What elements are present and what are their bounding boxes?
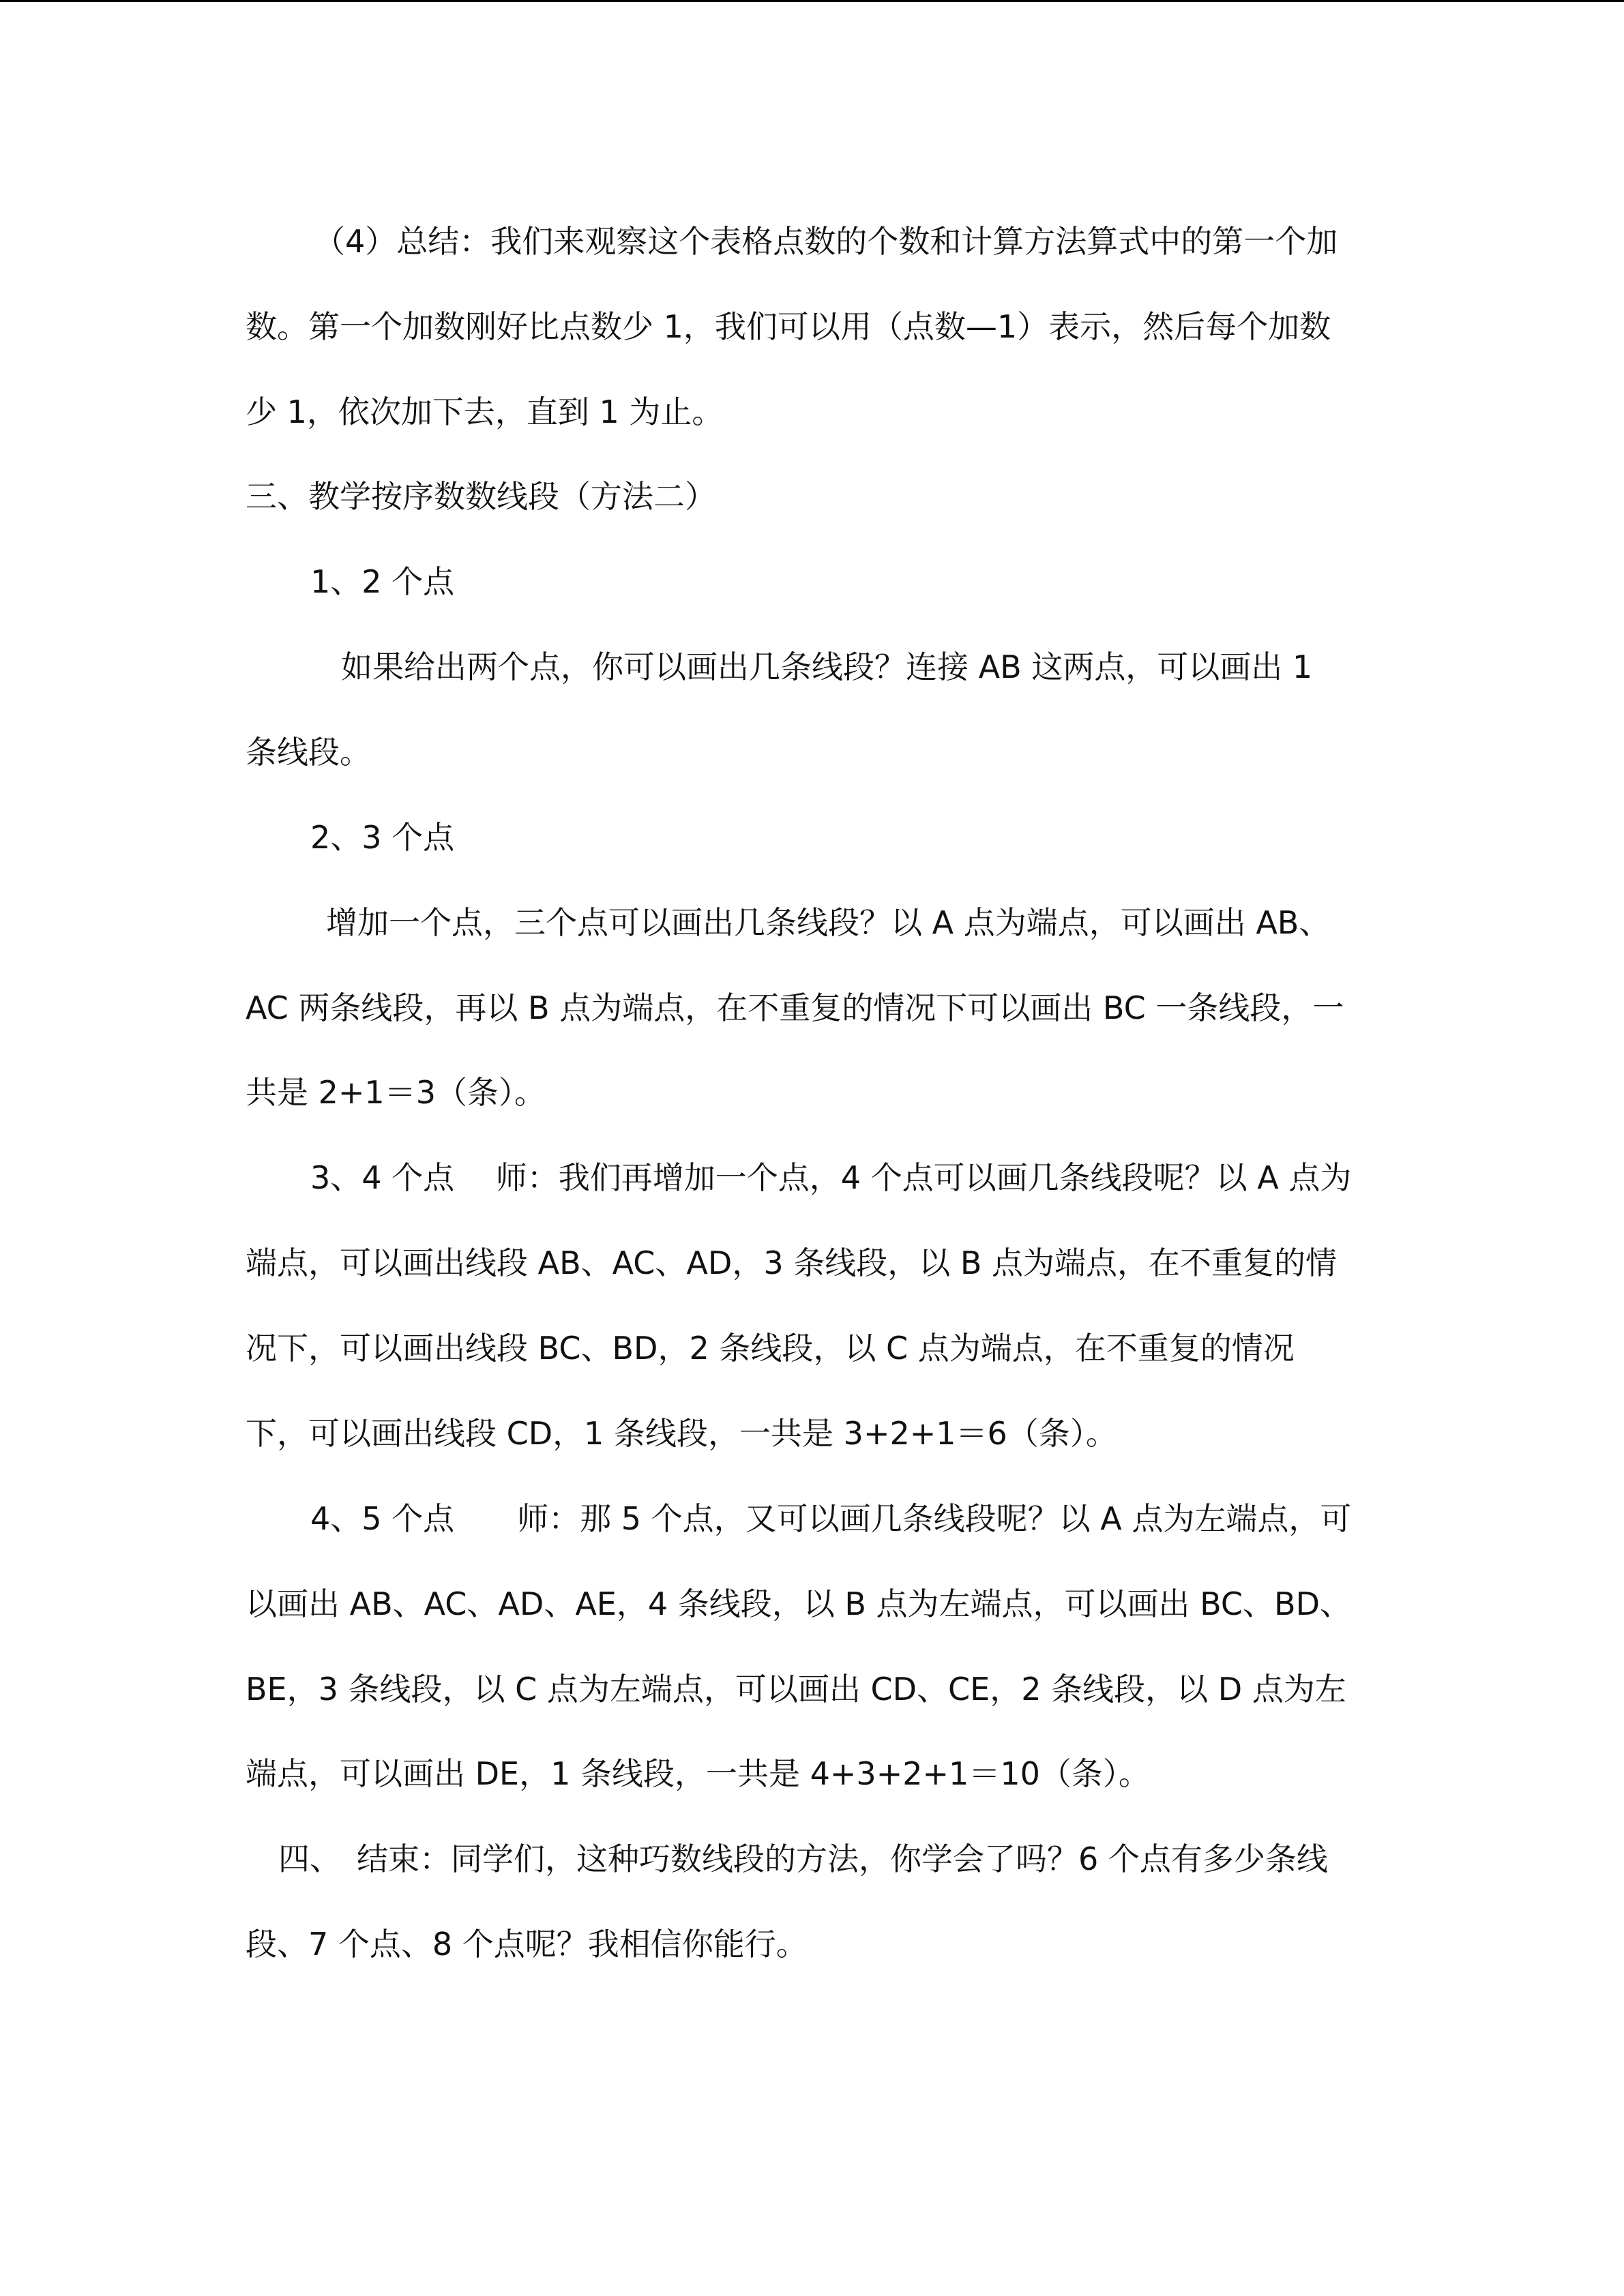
subheading-three-points: 2、3 个点 (310, 819, 455, 856)
summary-line-2: 数。第一个加数刚好比点数少 1，我们可以用（点数—1）表示，然后每个加数 (246, 308, 1331, 345)
four-points-line-3: 况下，可以画出线段 BC、BD，2 条线段，以 C 点为端点，在不重复的情况 (246, 1330, 1295, 1367)
three-points-line-2: AC 两条线段，再以 B 点为端点，在不重复的情况下可以画出 BC 一条线段，一 (246, 989, 1344, 1026)
subheading-two-points: 1、2 个点 (310, 563, 455, 600)
four-points-line-4: 下，可以画出线段 CD，1 条线段，一共是 3+2+1＝6（条）。 (246, 1415, 1117, 1452)
two-points-line-2: 条线段。 (246, 734, 371, 771)
section-heading-method-two: 三、教学按序数数线段（方法二） (246, 478, 716, 515)
two-points-line-1: 如果给出两个点，你可以画出几条线段？连接 AB 这两点，可以画出 1 (341, 648, 1313, 685)
five-points-line-1: 4、5 个点 师：那 5 个点，又可以画几条线段呢？以 A 点为左端点，可 (310, 1500, 1352, 1537)
summary-line-1: （4）总结：我们来观察这个表格点数的个数和计算方法算式中的第一个加 (314, 223, 1338, 260)
four-points-line-2: 端点，可以画出线段 AB、AC、AD，3 条线段，以 B 点为端点，在不重复的情 (246, 1244, 1338, 1281)
conclusion-line-1: 四、 结束：同学们，这种巧数线段的方法，你学会了吗？6 个点有多少条线 (278, 1840, 1328, 1877)
five-points-line-2: 以画出 AB、AC、AD、AE，4 条线段，以 B 点为左端点，可以画出 BC、BD、 (246, 1585, 1352, 1622)
four-points-line-1: 3、4 个点 师：我们再增加一个点，4 个点可以画几条线段呢？以 A 点为 (310, 1159, 1352, 1196)
five-points-line-4: 端点，可以画出 DE，1 条线段，一共是 4+3+2+1＝10（条）。 (246, 1755, 1150, 1792)
top-border-rule (0, 0, 1624, 2)
summary-line-3: 少 1，依次加下去，直到 1 为止。 (246, 393, 724, 430)
five-points-line-3: BE，3 条线段，以 C 点为左端点，可以画出 CD、CE，2 条线段，以 D 点为左 (246, 1671, 1346, 1708)
three-points-line-1: 增加一个点，三个点可以画出几条线段？以 A 点为端点，可以画出 AB、 (326, 904, 1331, 941)
three-points-line-3: 共是 2+1＝3（条）。 (246, 1074, 546, 1111)
conclusion-line-2: 段、7 个点、8 个点呢？我相信你能行。 (246, 1926, 808, 1963)
